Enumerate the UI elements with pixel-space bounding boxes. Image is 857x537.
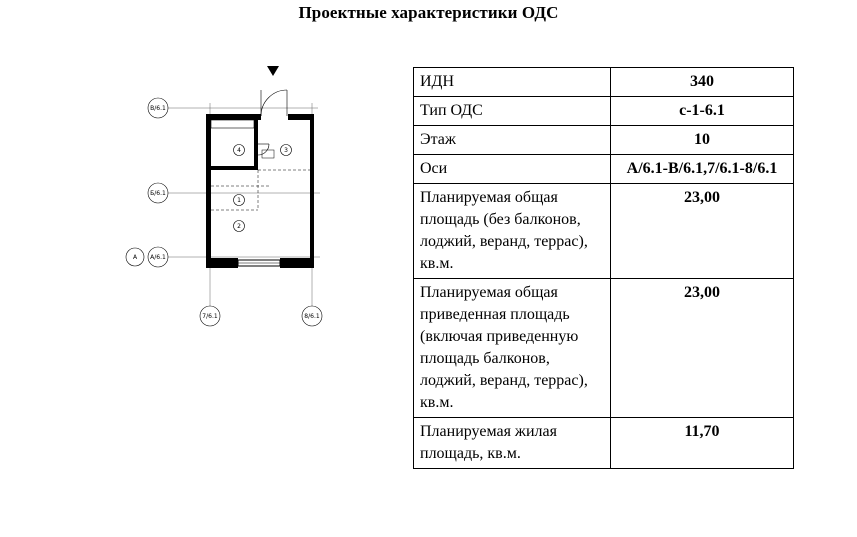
axis-bubble-top-left: [148, 98, 168, 118]
svg-text:Б/6.1: Б/6.1: [150, 190, 166, 197]
svg-text:А/6.1: А/6.1: [150, 254, 166, 261]
spec-value: 23,00: [611, 279, 794, 418]
bathroom-wall-right: [254, 120, 258, 170]
wall-bottom-left: [206, 258, 238, 268]
spec-value: А/6.1-В/6.1,7/6.1-8/6.1: [611, 155, 794, 184]
wall-right: [310, 116, 314, 268]
axis-bubble-bottom-2: [302, 306, 322, 326]
svg-text:2: 2: [237, 223, 241, 230]
wall-top-right: [288, 114, 314, 120]
axis-bubble-bottom-left: [148, 247, 168, 267]
svg-text:7/6.1: 7/6.1: [202, 313, 218, 320]
svg-text:3: 3: [284, 147, 288, 154]
room-marker-1: [234, 195, 245, 206]
spec-value: 23,00: [611, 184, 794, 279]
specs-table: [413, 67, 794, 469]
spec-label: Тип ОДС: [414, 97, 611, 126]
entrance-arrow-icon: [267, 66, 279, 76]
spec-value: с-1-6.1: [611, 97, 794, 126]
table-row: [414, 126, 794, 155]
svg-text:В/6.1: В/6.1: [150, 105, 166, 112]
table-row: [414, 279, 794, 418]
wall-bottom-right: [280, 258, 314, 268]
table-row: [414, 97, 794, 126]
spec-label: Планируемая жилая площадь, кв.м.: [414, 418, 611, 469]
axis-bubble-a: [126, 248, 144, 266]
spec-label: Этаж: [414, 126, 611, 155]
axis-bubble-middle-left: [148, 183, 168, 203]
table-row: [414, 418, 794, 469]
room-marker-4: [234, 145, 245, 156]
table-row: [414, 184, 794, 279]
spec-value: 340: [611, 68, 794, 97]
table-row: [414, 155, 794, 184]
wall-top-left: [206, 114, 261, 120]
svg-text:4: 4: [237, 147, 241, 154]
axis-bubble-bottom-1: [200, 306, 220, 326]
spec-value: 11,70: [611, 418, 794, 469]
entry-door-arc: [261, 90, 287, 116]
svg-text:1: 1: [237, 197, 241, 204]
spec-label: ИДН: [414, 68, 611, 97]
spec-value: 10: [611, 126, 794, 155]
spec-label: Планируемая общая площадь (без балконов, лоджий, веранд, террас), кв.м.: [414, 184, 611, 279]
svg-text:А: А: [132, 254, 138, 261]
spec-label: Планируемая общая приведенная площадь (включая приведенную площадь балконов, лоджий, веранд, террас), кв.м.: [414, 279, 611, 418]
wall-left: [206, 116, 211, 268]
room-marker-2: [234, 221, 245, 232]
spec-label: Оси: [414, 155, 611, 184]
floor-plan: [120, 58, 370, 338]
bathroom-wall-bottom: [211, 166, 258, 170]
table-row: [414, 68, 794, 97]
room-marker-3: [281, 145, 292, 156]
svg-text:8/6.1: 8/6.1: [304, 313, 320, 320]
page-title: Проектные характеристики ОДС: [298, 3, 559, 22]
